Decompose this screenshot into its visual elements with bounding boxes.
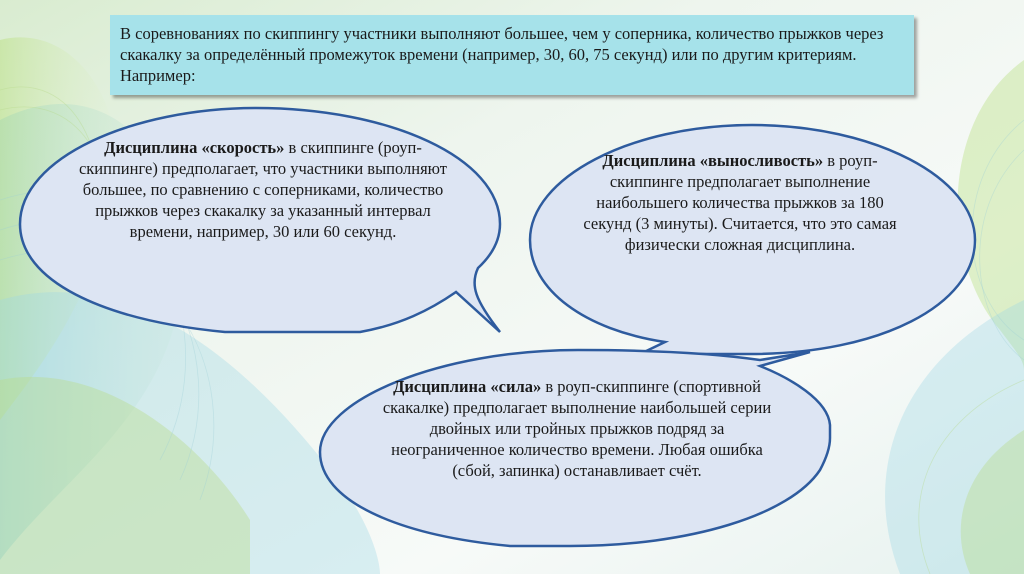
speed-discipline-text — [78, 137, 448, 242]
endurance-discipline-title: Дисциплина «выносливость» — [602, 151, 824, 170]
strength-discipline-title: Дисциплина «сила» — [393, 377, 542, 396]
endurance-discipline-text — [575, 150, 905, 255]
endurance-discipline-body: в роуп-скиппинге предполагает выполнение наибольшего количества прыжков за 180 секунд (3 минуты). Считается, что это самая физически сложная дисциплина. — [583, 151, 897, 254]
speed-discipline-title: Дисциплина «скорость» — [104, 138, 285, 157]
strength-discipline-text — [372, 376, 782, 481]
strength-discipline-body: в роуп-скиппинге (спортивной скакалке) предполагает выполнение наибольшей серии двойных или тройных прыжков подряд за неограниченное количество времени. Любая ошибка (сбой, запинка) останавливает счёт. — [382, 377, 772, 480]
intro-text: В соревнованиях по скиппингу участники выполняют большее, чем у соперника, количество прыжков через скакалку за определённый промежуток времени (например, 30, 60, 75 секунд) или по другим критериям. Например: — [120, 24, 884, 85]
speed-discipline-body: в скиппинге (роуп-скиппинге) предполагает, что участники выполняют большее, по сравнению с соперниками, количество прыжков через скакалку за указанный интервал времени, например, 30 или 60 секунд. — [78, 138, 448, 241]
